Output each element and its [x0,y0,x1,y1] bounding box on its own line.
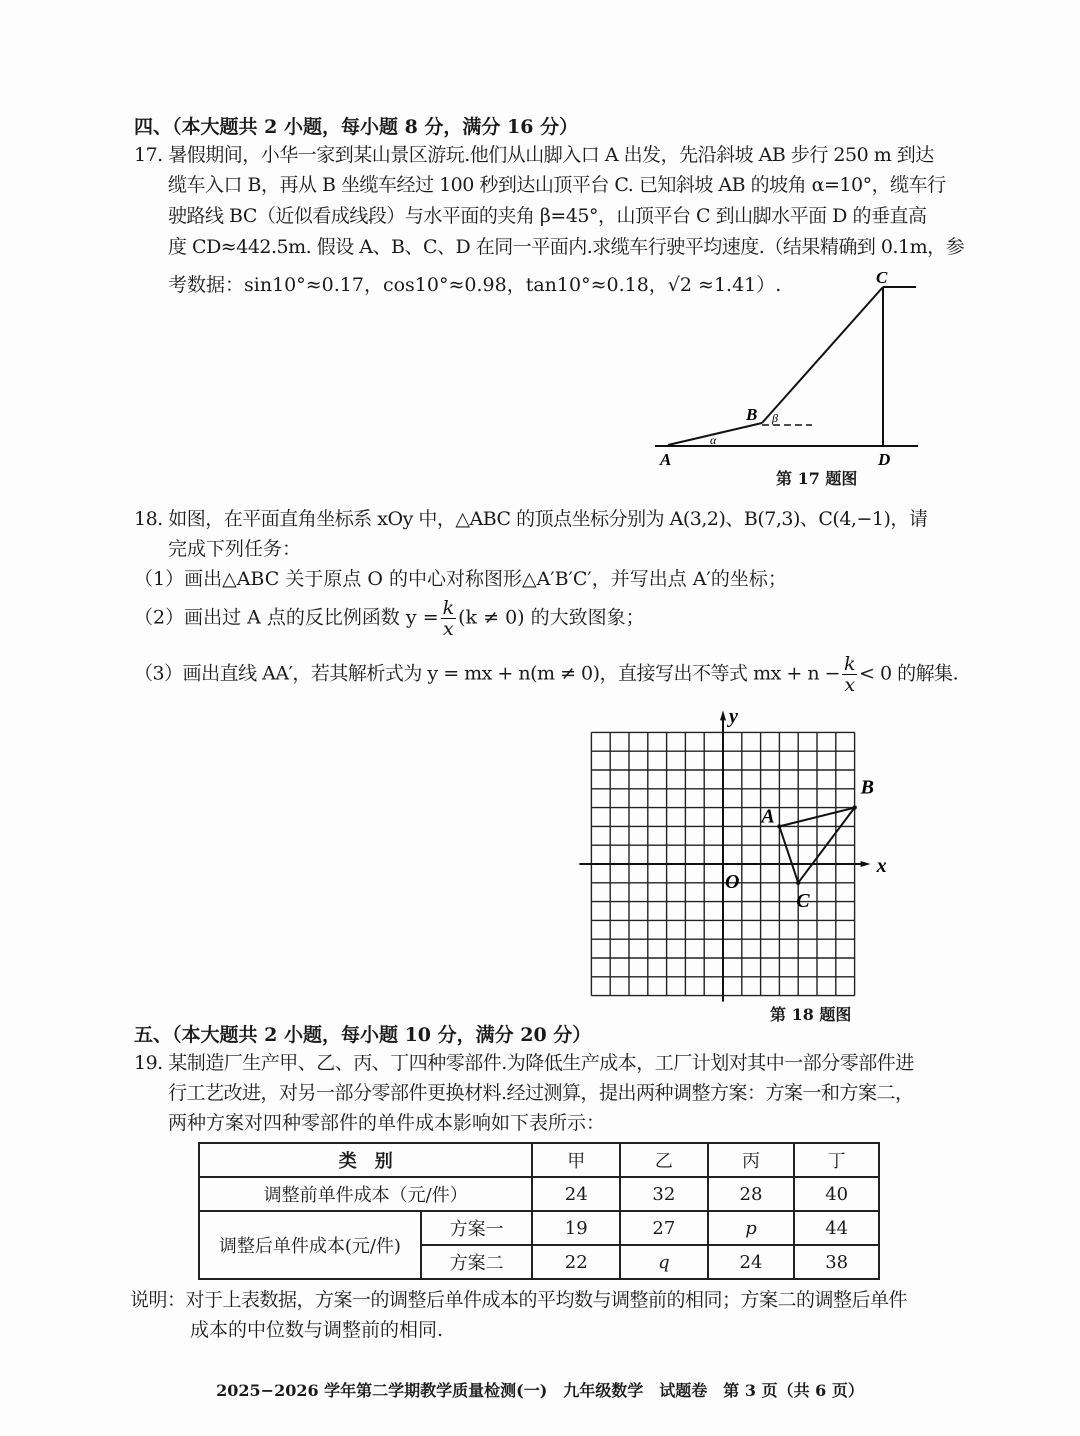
label-D: D [878,450,891,469]
q18-figure-caption: 第 18 题图 [770,1005,852,1024]
q18-task-1: （1）画出△ABC 关于原点 O 的中心对称图形△A′B′C′，并写出点 A′的坐标； [134,568,787,590]
point-A [777,824,781,828]
table-row [199,1177,879,1211]
table-row [199,1211,879,1245]
label-C: C [876,270,888,287]
cost-table [198,1142,880,1280]
cell: 24 [708,1245,795,1279]
cell: p [708,1211,795,1245]
cell: q [620,1245,708,1279]
cell: 24 [532,1177,620,1211]
q17-line: 度 CD≈442.5m. 假设 A、B、C、D 在同一平面内.求缆车行驶平均速度.（结果精确到 0.1m，参 [168,236,965,258]
header-category: 类 别 [199,1143,532,1177]
fraction [842,654,857,695]
denominator: x [844,674,855,696]
y-axis-label: y [729,705,738,728]
row-label-after: 调整后单件成本(元/件) [199,1211,421,1279]
cell: 40 [794,1177,879,1211]
q17-line: 考数据：sin10°≈0.17，cos10°≈0.98，tan10°≈0.18，√2 ≈1.41）. [168,274,782,296]
point-B [852,805,856,809]
header-ding: 丁 [794,1143,879,1177]
cell: 19 [532,1211,620,1245]
cell: 44 [794,1211,879,1245]
q17-figure [640,270,930,470]
q17-line: 缆车入口 B，再从 B 坐缆车经过 100 秒到达山顶平台 C. 已知斜坡 AB 的坡角 α=10°，缆车行 [168,174,946,196]
cell: 22 [532,1245,620,1279]
label-alpha: α [710,433,717,447]
point-label-B: B [860,776,874,799]
cell: 27 [620,1211,708,1245]
label-B: B [746,405,758,424]
numerator: k [844,653,856,675]
table-header-row [199,1143,879,1177]
header-jia: 甲 [532,1143,620,1177]
point-C [796,881,800,885]
q18-line: 18. 如图，在平面直角坐标系 xOy 中，△ABC 的顶点坐标分别为 A(3,2)、B(7,3)、C(4,−1)，请 [134,508,928,530]
origin-label: O [725,871,740,893]
q19-note: 成本的中位数与调整前的相同. [190,1319,444,1341]
q17-line: 驶路线 BC（近似看成线段）与水平面的夹角 β=45°，山顶平台 C 到山脚水平面 D 的垂直高 [168,205,927,227]
cell: 32 [620,1177,708,1211]
q18-task-3-post: < 0 的解集. [859,662,959,685]
q18-task-3 [134,654,958,695]
point-label-C: C [796,889,810,912]
q18-task-2-pre: （2）画出过 A 点的反比例函数 y = [134,606,439,629]
row-label-before: 调整前单件成本（元/件） [199,1177,532,1211]
q19-line: 19. 某制造厂生产甲、乙、丙、丁四种零部件.为降低生产成本，工厂计划对其中一部分零部件进 [134,1052,914,1074]
numerator: k [442,597,455,619]
y-axis-arrow-icon [720,710,726,720]
q19-note: 说明：对于上表数据，方案一的调整后单件成本的平均数与调整前的相同；方案二的调整后单件 [130,1289,908,1311]
q18-task-2 [134,598,645,639]
section-4-title: 四、（本大题共 2 小题，每小题 8 分，满分 16 分） [134,116,579,138]
q19-line: 行工艺改进，对另一部分零部件更换材料.经过测算，提出两种调整方案：方案一和方案二， [168,1082,914,1104]
q19-line: 两种方案对四种零部件的单件成本影响如下表所示： [168,1112,606,1134]
fraction [441,598,457,639]
label-beta: β [772,411,778,425]
cell: 38 [794,1245,879,1279]
q18-line: 完成下列任务： [168,538,302,560]
q17-figure-caption: 第 17 题图 [776,469,858,488]
x-axis-arrow-icon [861,861,871,867]
point-label-A: A [761,805,775,828]
q17-line: 17. 暑假期间，小华一家到某山景区游玩.他们从山脚入口 A 出发，先沿斜坡 AB 步行 250 m 到达 [134,144,934,166]
page-footer: 2025−2026 学年第二学期教学质量检测(一) 九年级数学 试题卷 第 3 页（共 6 页） [216,1381,864,1400]
cell: 28 [708,1177,795,1211]
q18-task-3-pre: （3）画出直线 AA′，若其解析式为 y = mx + n(m ≠ 0)，直接写出不等式 mx + n − [134,662,841,685]
x-axis-label: x [876,855,887,877]
q18-task-2-post: (k ≠ 0) 的大致图象； [458,606,645,629]
header-yi: 乙 [620,1143,708,1177]
section-5-title: 五、（本大题共 2 小题，每小题 10 分，满分 20 分） [134,1024,592,1046]
plan-1-label: 方案一 [421,1211,533,1245]
denominator: x [443,618,454,640]
plan-2-label: 方案二 [421,1245,533,1279]
header-bing: 丙 [708,1143,795,1177]
label-A: A [660,450,672,469]
q18-coordinate-grid [570,694,900,1014]
